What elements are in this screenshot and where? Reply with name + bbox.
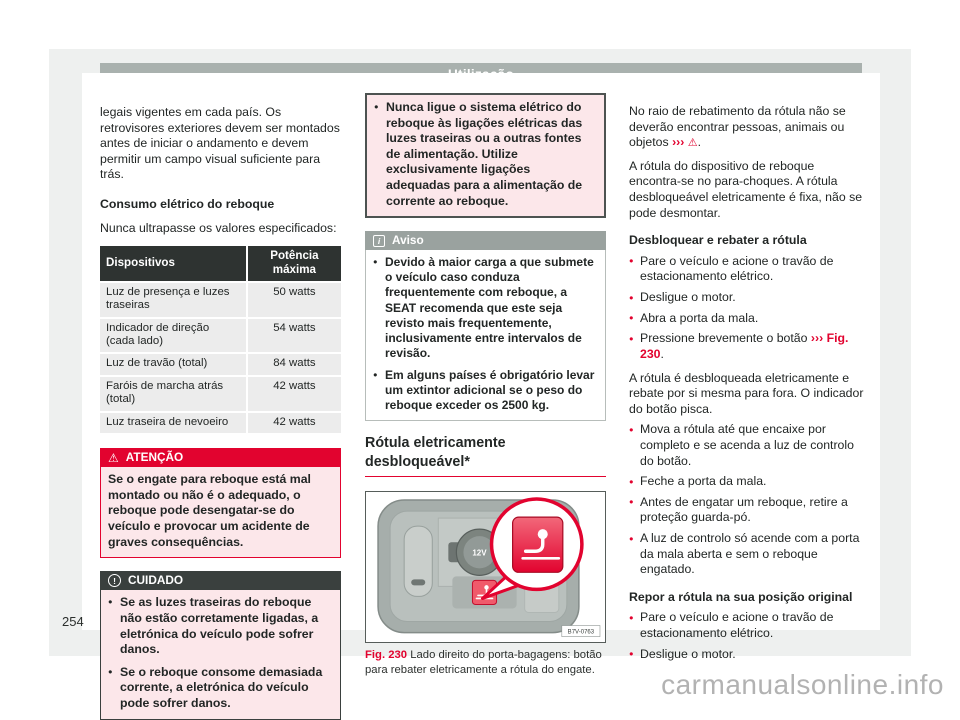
notice-box-title: Aviso: [392, 233, 424, 248]
caution-box-title: CUIDADO: [128, 573, 184, 588]
section-heading: Rótula eletricamente desbloqueável*: [365, 434, 606, 476]
step-item: ● Antes de engatar um reboque, retire a proteção guarda-pó.: [629, 495, 869, 526]
step-item: ● Feche a porta da mala.: [629, 474, 869, 490]
notice-bullet: ● Devido à maior carga a que submete o veículo caso conduza frequentemente com reboque, a SEAT recomenda que este seja revisto mais frequentemente, inclusivamente entre intervalos de revisão.: [373, 255, 598, 361]
handle-recess: [404, 526, 432, 596]
device-cell: Indicador de direção (cada lado): [100, 319, 246, 353]
caution-box: [100, 571, 341, 719]
caution-continuation-box: [365, 93, 606, 218]
paragraph: [629, 104, 869, 151]
device-cell: Luz de presença e luzes traseiras: [100, 283, 246, 317]
notice-box: [365, 231, 606, 421]
caution-bullet: ● Nunca ligue o sistema elétrico do reboque às ligações elétricas das luzes traseiras ou a outras fontes de alimentação. Utilize exclusivamente ligações adequadas para a alimentação de corrente ao reboque.: [374, 100, 597, 209]
device-cell: Luz traseira de nevoeiro: [100, 413, 246, 433]
release-button-zoom: [513, 517, 563, 572]
step-item: ● Desligue o motor.: [629, 290, 869, 306]
caution-bullet: ● Se o reboque consome demasiada corrente, a eletrónica do veículo pode sofrer danos.: [108, 665, 333, 712]
figure-reference: ››› Fig. 230: [640, 331, 849, 361]
table-row: [100, 377, 341, 411]
notice-bullet: ● Em alguns países é obrigatório levar um extintor adicional se o peso do reboque exceder os 2500 kg.: [373, 368, 598, 413]
power-cell: 42 watts: [248, 413, 341, 433]
handle-slot: [411, 579, 425, 585]
warning-box-header: [100, 448, 341, 467]
device-cell: Luz de travão (total): [100, 354, 246, 374]
caution-box-body: [100, 590, 341, 719]
step-item: ● Abra a porta da mala.: [629, 311, 869, 327]
table-row: [100, 319, 341, 353]
image-code: B7V-0763: [567, 629, 595, 636]
power-cell: 54 watts: [248, 319, 341, 353]
page-number: 254: [62, 614, 84, 629]
paragraph: A rótula é desbloqueada eletricamente e rebate por si mesma para fora. O indicador do botão pisca.: [629, 370, 864, 416]
warning-triangle-icon: ⚠: [108, 450, 119, 465]
power-cell: 50 watts: [248, 283, 341, 317]
table-row: [100, 354, 341, 374]
figure-caption-text: Lado direito do porta-bagagens: botão para rebater eletricamente a rótula do engate.: [365, 649, 602, 676]
notice-box-body: [365, 250, 606, 421]
left-column: [100, 96, 341, 720]
step-text: Pressione brevemente o botão: [640, 331, 811, 346]
step-item: ● Desligue o motor.: [629, 647, 869, 663]
caution-bullet: ● Se as luzes traseiras do reboque não estão corretamente ligadas, a eletrónica do veículo pode sofrer danos.: [108, 595, 333, 657]
consumption-subheading: Consumo elétrico do reboque: [100, 197, 275, 212]
figure-illustration: [366, 492, 605, 643]
watermark-text: carmanualsonline.info: [661, 669, 944, 700]
right-column: [629, 96, 869, 662]
table-lead-text: Nunca ultrapasse os valores especificados:: [100, 220, 337, 235]
step-item: ● Mova a rótula até que encaixe por completo e se acenda a luz de controlo do botão.: [629, 422, 869, 469]
power-table: [98, 244, 343, 435]
procedure-heading: Repor a rótula na sua posição original: [629, 589, 853, 604]
info-icon: i: [373, 235, 385, 247]
step-item: [629, 331, 869, 362]
figure-frame: [365, 491, 606, 644]
procedure-heading: Desbloquear e rebater a rótula: [629, 233, 807, 248]
socket-label: 12V: [472, 547, 487, 557]
step-text: .: [660, 346, 664, 361]
paragraph-text: No raio de rebatimento da rótula não se deverão encontrar pessoas, animais ou objetos: [629, 104, 846, 150]
table-header-row: [100, 246, 341, 280]
caution-exclamation-icon: !: [108, 574, 121, 587]
table-header-devices: Dispositivos: [100, 246, 246, 280]
caution-box-header: [100, 571, 341, 590]
warning-triangle-icon: ⚠: [687, 136, 698, 150]
paragraph: A rótula do dispositivo de reboque encontra-se no para-choques. A rótula desbloqueável eletricamente é fixa, não se pode desmontar.: [629, 158, 863, 220]
step-item: ● Pare o veículo e acione o travão de estacionamento elétrico.: [629, 254, 869, 285]
notice-box-header: [365, 231, 606, 250]
intro-paragraph: legais vigentes em cada país. Os retrovisores exteriores devem ser montados antes de iniciar o andamento e devem permitir um campo visual suficiente para trás.: [100, 105, 340, 182]
paragraph-text: .: [697, 135, 702, 150]
warning-box-body: Se o engate para reboque está mal montado ou não é o adequado, o reboque pode desengatar-se do veículo e provocar um acidente de graves consequências.: [100, 467, 341, 558]
power-cell: 42 watts: [248, 377, 341, 411]
middle-column: [365, 93, 606, 677]
table-row: [100, 413, 341, 433]
figure-caption-label: Fig. 230: [365, 649, 408, 662]
device-cell: Faróis de marcha atrás (total): [100, 377, 246, 411]
step-item: ● Pare o veículo e acione o travão de estacionamento elétrico.: [629, 610, 869, 641]
warning-box-title: ATENÇÃO: [125, 450, 184, 465]
table-header-power: Potência máxima: [248, 246, 341, 280]
reference-chevrons: ›››: [672, 135, 688, 150]
step-item: ● A luz de controlo só acende com a porta da mala aberta e sem o reboque engatado.: [629, 531, 869, 578]
warning-box: [100, 448, 341, 558]
figure-caption: [365, 648, 606, 676]
power-cell: 84 watts: [248, 354, 341, 374]
table-row: [100, 283, 341, 317]
